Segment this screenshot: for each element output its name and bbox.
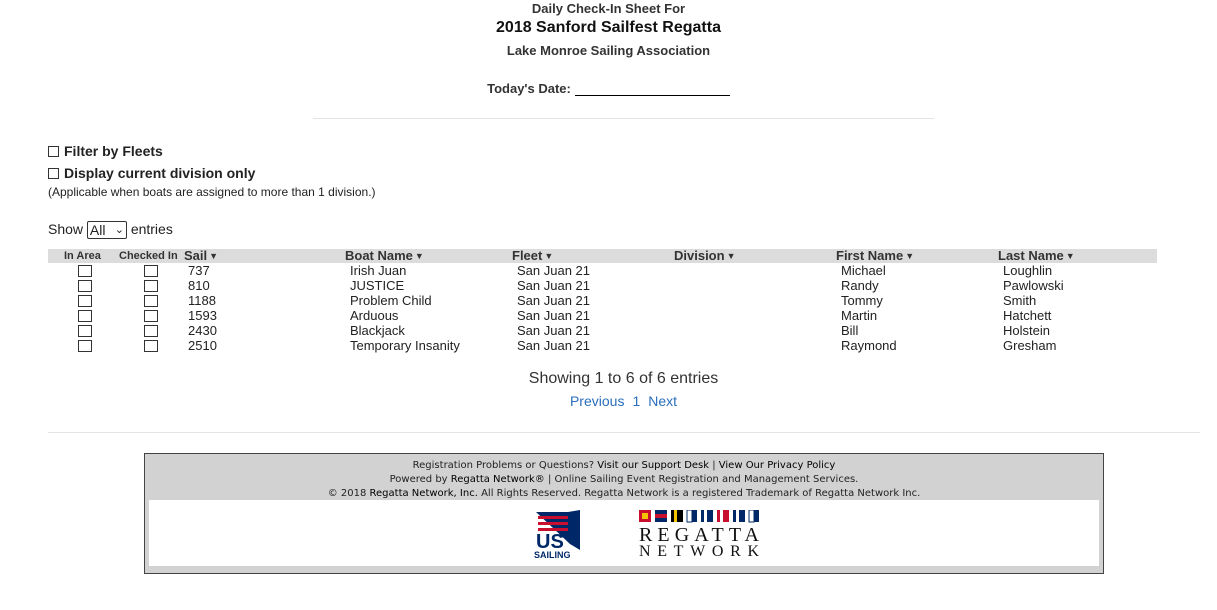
first-name-cell: Tommy [841, 293, 883, 308]
boat-name-cell: Temporary Insanity [350, 338, 460, 353]
chevron-down-icon: ⌄ [114, 224, 124, 237]
in-area-checkbox[interactable] [78, 340, 92, 352]
checked-in-checkbox[interactable] [144, 295, 158, 307]
checked-in-checkbox[interactable] [144, 310, 158, 322]
sort-caret-icon: ▼ [209, 251, 219, 261]
col-first-name[interactable]: First Name ▼ [836, 248, 915, 263]
table-row [48, 293, 1157, 308]
col-boat-name[interactable]: Boat Name ▼ [345, 248, 424, 263]
checked-in-checkbox[interactable] [144, 265, 158, 277]
fleet-cell: San Juan 21 [517, 338, 591, 353]
boat-name-cell: Arduous [350, 308, 399, 323]
boat-name-cell: JUSTICE [350, 278, 405, 293]
fleet-cell: San Juan 21 [517, 308, 591, 323]
support-desk-link[interactable]: Visit our Support Desk [597, 460, 710, 471]
previous-button[interactable]: Previous [569, 393, 625, 409]
todays-date [0, 81, 1217, 96]
rn-logo-text-2: NETWORK [639, 543, 759, 560]
sort-caret-icon: ▼ [414, 251, 424, 261]
last-name-cell: Gresham [1003, 338, 1057, 353]
sail-cell: 1188 [188, 293, 216, 308]
us-sailing-logo[interactable] [534, 510, 584, 560]
sail-cell: 1593 [188, 308, 217, 323]
table-row [48, 338, 1157, 353]
rn-logo-text-1: REGATTA [639, 524, 759, 546]
first-name-cell: Bill [841, 323, 859, 338]
divider [313, 118, 934, 119]
last-name-cell: Loughlin [1003, 263, 1053, 278]
table-row [48, 263, 1157, 278]
boat-name-cell: Blackjack [350, 323, 405, 338]
footer [144, 453, 1104, 574]
col-in-area: In Area [64, 250, 101, 262]
sort-caret-icon: ▼ [726, 251, 736, 261]
table-info: Showing 1 to 6 of 6 entries [528, 370, 719, 387]
last-name-cell: Holstein [1003, 323, 1050, 338]
last-name-cell: Hatchett [1003, 308, 1052, 323]
footer-line-powered: Powered by Regatta Network® | Online Sailing Event Registration and Management Services. [389, 474, 859, 485]
division-only-checkbox[interactable] [48, 168, 59, 179]
table-row [48, 278, 1157, 293]
length-control [48, 221, 173, 239]
entries-select-value: All [89, 222, 106, 239]
filter-fleets-checkbox[interactable] [48, 146, 59, 157]
date-blank-line [575, 82, 730, 96]
event-title: 2018 Sanford Sailfest Regatta [496, 19, 721, 36]
sail-cell: 737 [188, 263, 210, 278]
division-note: (Applicable when boats are assigned to more than 1 division.) [48, 185, 376, 199]
in-area-checkbox[interactable] [78, 280, 92, 292]
boat-name-cell: Problem Child [350, 293, 432, 308]
division-only-option[interactable] [48, 165, 255, 181]
in-area-checkbox[interactable] [78, 295, 92, 307]
filter-fleets-option[interactable] [48, 143, 163, 159]
regatta-network-inc-link[interactable]: Regatta Network, Inc. [369, 488, 478, 499]
division-only-label: Display current division only [64, 165, 256, 181]
footer-logos [149, 500, 1099, 566]
table-body [48, 263, 1157, 353]
sort-caret-icon: ▼ [544, 251, 554, 261]
sail-cell: 2430 [188, 323, 217, 338]
page-1-button[interactable]: 1 [632, 393, 641, 409]
sort-caret-icon: ▼ [905, 251, 915, 261]
checked-in-checkbox[interactable] [144, 340, 158, 352]
table-row [48, 323, 1157, 338]
sheet-subtitle: Daily Check-In Sheet For [531, 1, 686, 16]
regatta-network-logo[interactable] [639, 510, 769, 560]
col-checked-in: Checked In [119, 250, 178, 262]
regatta-network-link[interactable]: Regatta Network® [450, 474, 545, 485]
in-area-checkbox[interactable] [78, 310, 92, 322]
table-header [48, 249, 1157, 263]
footer-line-support: Registration Problems or Questions? Visit our Support Desk | View Our Privacy Policy [412, 460, 836, 471]
col-division[interactable]: Division ▼ [674, 248, 736, 263]
sailing-logo-text: SAILING [534, 550, 571, 560]
first-name-cell: Michael [841, 263, 886, 278]
filter-fleets-label: Filter by Fleets [64, 143, 163, 159]
fleet-cell: San Juan 21 [517, 323, 591, 338]
first-name-cell: Martin [841, 308, 878, 323]
fleet-cell: San Juan 21 [517, 293, 591, 308]
col-last-name[interactable]: Last Name ▼ [998, 248, 1075, 263]
entries-select[interactable] [87, 221, 127, 239]
us-logo-text: US [536, 531, 564, 553]
organization-name: Lake Monroe Sailing Association [506, 43, 711, 58]
boat-name-cell: Irish Juan [350, 263, 407, 278]
divider [48, 432, 1200, 433]
first-name-cell: Randy [841, 278, 879, 293]
footer-line-copyright: © 2018 Regatta Network, Inc. All Rights Reserved. Regatta Network is a registered Trademark of Regatta Network Inc. [327, 488, 921, 499]
next-button[interactable]: Next [648, 393, 678, 409]
first-name-cell: Raymond [841, 338, 897, 353]
sort-caret-icon: ▼ [1065, 251, 1075, 261]
in-area-checkbox[interactable] [78, 325, 92, 337]
in-area-checkbox[interactable] [78, 265, 92, 277]
last-name-cell: Pawlowski [1003, 278, 1064, 293]
sail-cell: 810 [188, 278, 210, 293]
entries-label: entries [130, 221, 173, 237]
col-fleet[interactable]: Fleet ▼ [512, 248, 554, 263]
last-name-cell: Smith [1003, 293, 1037, 308]
fleet-cell: San Juan 21 [517, 278, 591, 293]
privacy-policy-link[interactable]: View Our Privacy Policy [718, 460, 836, 471]
checked-in-checkbox[interactable] [144, 325, 158, 337]
checked-in-checkbox[interactable] [144, 280, 158, 292]
fleet-cell: San Juan 21 [517, 263, 591, 278]
col-sail[interactable]: Sail ▼ [184, 248, 219, 263]
pagination [0, 393, 1217, 409]
sail-cell: 2510 [188, 338, 217, 353]
date-label: Today's Date: [487, 81, 571, 96]
table-row [48, 308, 1157, 323]
show-label: Show [48, 221, 84, 237]
